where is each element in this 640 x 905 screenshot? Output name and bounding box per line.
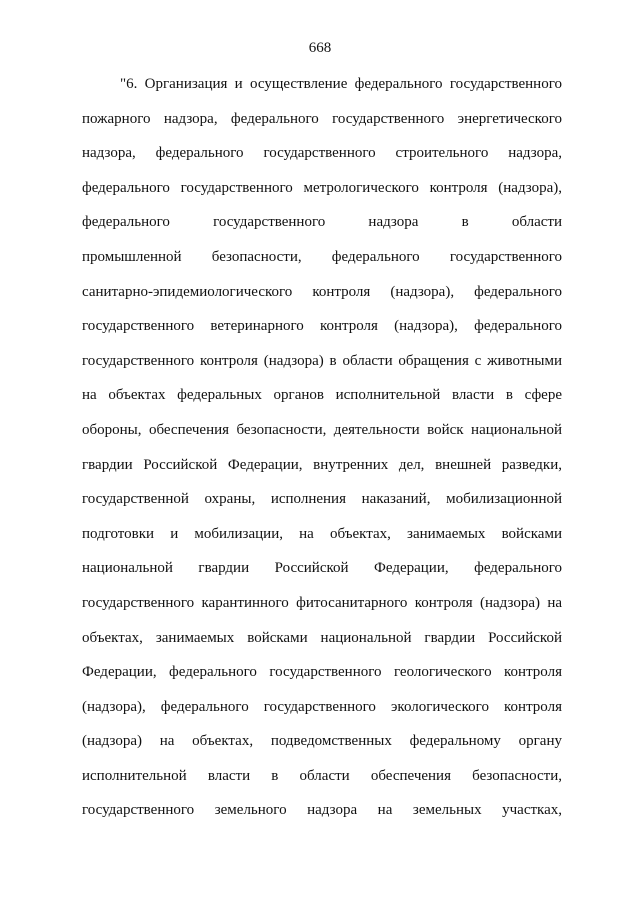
text-line: национальной гвардии Российской Федерации, федерального <box>82 560 562 577</box>
text-line: на объектах федеральных органов исполнительной власти в сфере <box>82 387 562 404</box>
text-line: государственного контроля (надзора) в области обращения с животными <box>82 352 562 369</box>
text-line: (надзора) на объектах, подведомственных федеральному органу <box>82 733 562 750</box>
text-line: санитарно-эпидемиологического контроля (надзора), федерального <box>82 283 562 300</box>
text-line: федерального государственного надзора в области <box>82 214 562 231</box>
text-line: промышленной безопасности, федерального государственного <box>82 248 562 265</box>
text-line: федерального государственного метрологического контроля (надзора), <box>82 179 562 196</box>
text-line: государственного земельного надзора на земельных участках, <box>82 802 562 819</box>
text-line: (надзора), федерального государственного экологического контроля <box>82 698 562 715</box>
paragraph <box>82 74 562 835</box>
text-line: надзора, федерального государственного строительного надзора, <box>82 145 562 162</box>
page-number: 668 <box>308 40 332 56</box>
text-line: гвардии Российской Федерации, внутренних дел, внешней разведки, <box>82 456 562 473</box>
text-line: "6. Организация и осуществление федерального государственного <box>120 76 562 92</box>
text-line: Федерации, федерального государственного геологического контроля <box>82 664 562 681</box>
text-line: пожарного надзора, федерального государственного энергетического <box>82 110 562 127</box>
text-line: подготовки и мобилизации, на объектах, занимаемых войсками <box>82 525 562 542</box>
text-line: обороны, обеспечения безопасности, деятельности войск национальной <box>82 421 562 438</box>
text-line: исполнительной власти в области обеспечения безопасности, <box>82 767 562 784</box>
text-line: государственного карантинного фитосанитарного контроля (надзора) на <box>82 594 562 611</box>
text-line: государственной охраны, исполнения наказаний, мобилизационной <box>82 491 562 508</box>
text-line: объектах, занимаемых войсками национальной гвардии Российской <box>82 629 562 646</box>
text-line: государственного ветеринарного контроля (надзора), федерального <box>82 318 562 335</box>
